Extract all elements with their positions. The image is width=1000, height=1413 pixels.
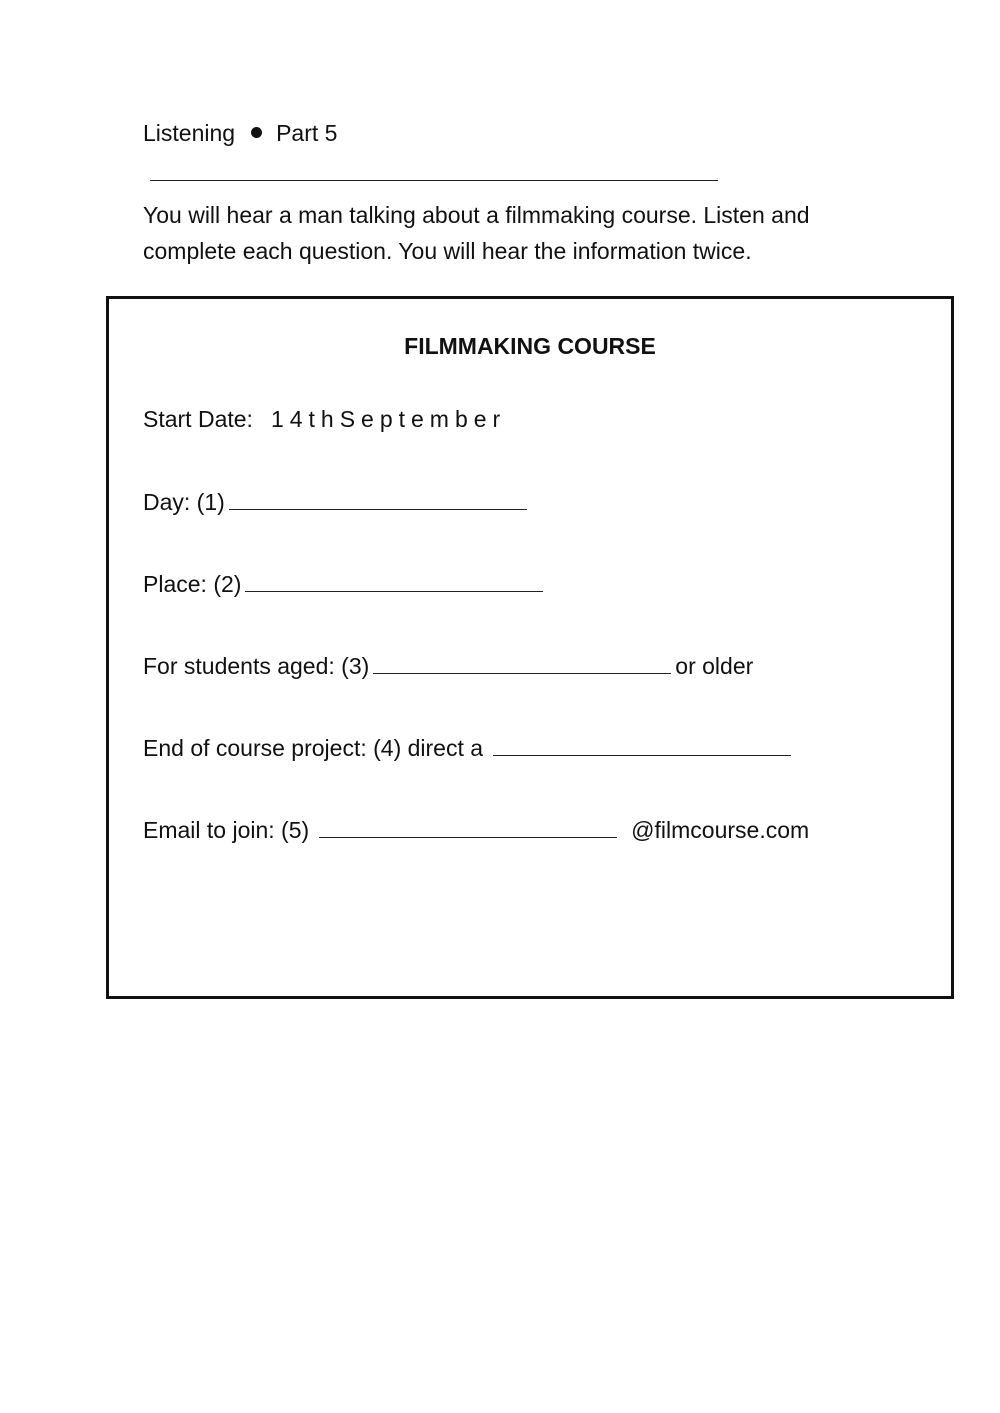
age-suffix: or older (675, 653, 754, 679)
email-row (143, 814, 809, 846)
project-answer-blank[interactable] (493, 733, 791, 756)
email-answer-blank[interactable] (319, 815, 617, 838)
email-label: Email to join: (5) (143, 817, 310, 843)
form-title: FILMMAKING COURSE (404, 333, 656, 359)
header-divider (150, 180, 718, 181)
email-suffix: @filmcourse.com (631, 817, 810, 843)
age-answer-blank[interactable] (373, 651, 671, 674)
day-label: Day: (1) (143, 489, 225, 515)
start-date-label: Start Date: (143, 406, 253, 432)
bullet-icon (251, 127, 262, 138)
section-label: Listening (143, 120, 236, 146)
form-box (106, 296, 954, 999)
place-label: Place: (2) (143, 571, 242, 597)
part-label: Part 5 (276, 120, 338, 146)
place-row (143, 568, 547, 600)
day-row (143, 486, 531, 518)
start-date-row (143, 403, 506, 435)
start-date-value: 14thSeptember (270, 406, 507, 432)
day-answer-blank[interactable] (229, 487, 527, 510)
project-label: End of course project: (4) direct a (143, 735, 484, 761)
place-answer-blank[interactable] (245, 569, 543, 592)
age-row (143, 650, 753, 682)
section-header (143, 117, 337, 149)
instructions-text: You will hear a man talking about a filmmaking course. Listen and complete each question. You will hear the information twice. (143, 202, 810, 264)
project-row (143, 732, 805, 764)
age-label: For students aged: (3) (143, 653, 370, 679)
